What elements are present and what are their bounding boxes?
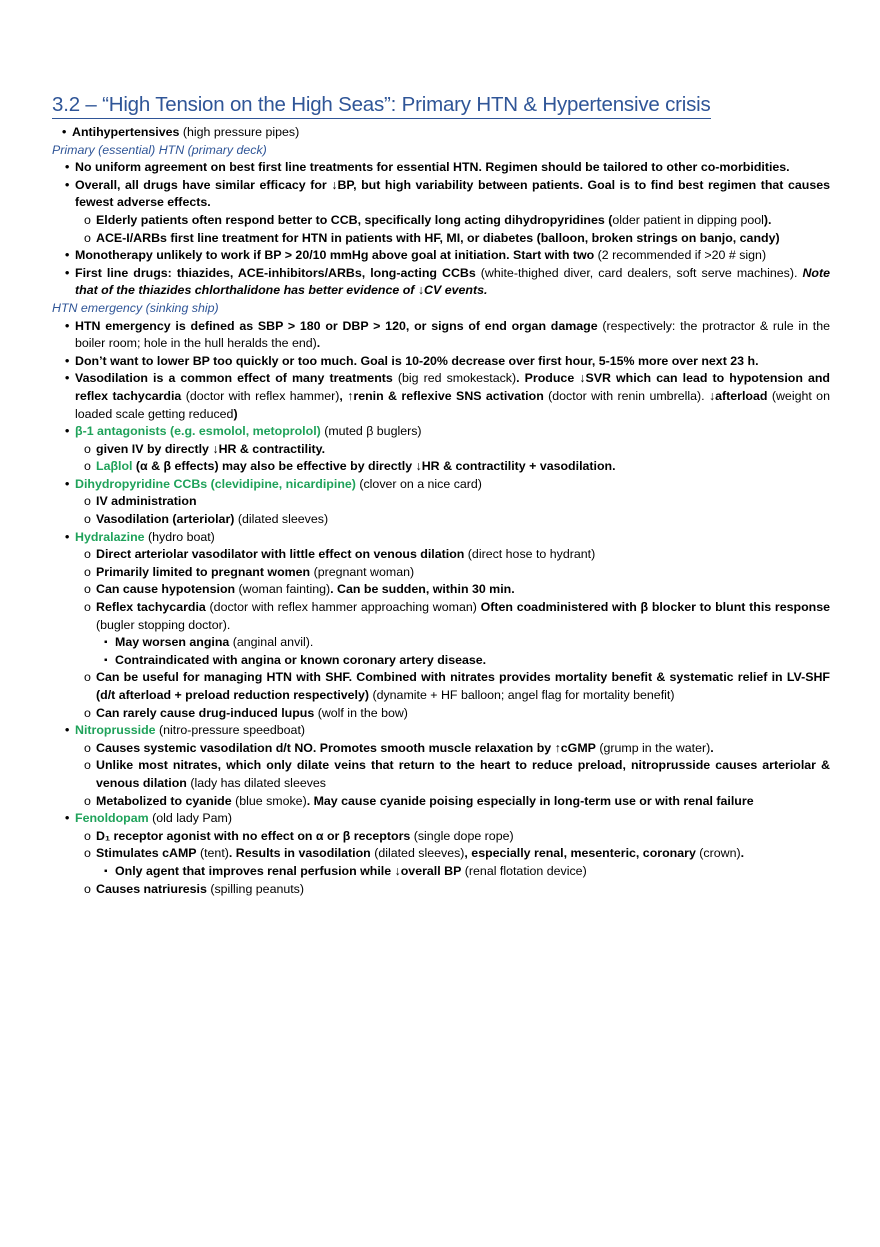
text-run: First line drugs: thiazides, ACE-inhibitors/ARBs, long-acting CCBs [75,265,476,280]
list-item [52,370,830,423]
text-run: (respectively: the protractor & rule in the boiler room; hole in the hull heralds the end) [75,318,830,351]
text-run: Reflex tachycardia [96,600,206,615]
list-subsubitem [52,634,830,652]
text-run: Primarily limited to pregnant women [96,564,311,579]
text-run: (high pressure pipes) [179,125,300,139]
text-run: Hydralazine [75,529,145,544]
text-run: given IV by directly ↓HR & contractility. [96,441,326,456]
list-subitem [52,511,830,529]
list-item [52,353,830,371]
text-run: ↓afterload [708,388,768,403]
list-subitem [52,793,830,811]
text-run: D₁ receptor agonist with no effect on α or β receptors [96,828,411,843]
text-run: (dynamite + HF balloon; angel flag for mortality benefit) [369,688,675,702]
text-run: (tent) [196,846,229,861]
text-run: Dihydropyridine CCBs (clevidipine, nicardipine) [75,476,356,491]
text-run: ). [763,212,772,227]
text-run: ACE-I/ARBs first line treatment for HTN in patients with HF, MI, or diabetes (balloon, broken strings on banjo, candy) [96,230,780,245]
text-run: (renal flotation device) [461,863,587,878]
list-subitem [52,757,830,792]
text-run: (muted β buglers) [320,424,422,439]
text-run: ) [233,406,238,421]
text-run: (wolf in the bow) [314,705,408,720]
text-run: (pregnant woman) [310,564,415,579]
list-item [52,265,830,300]
text-run: . Results in vasodilation [228,846,371,861]
text-run: Direct arteriolar vasodilator with little effect on venous dilation [96,547,465,562]
text-run: HTN emergency is defined as SBP > 180 or DBP > 120, or signs of end organ damage [75,318,598,333]
list-subitem [52,441,830,459]
text-run: (bugler stopping doctor). [96,617,231,632]
text-run: Overall, all drugs have similar efficacy for ↓BP, but high variability between patients. Goal is to find best regimen that causes fewest adverse effects. [75,177,830,210]
list-item-beta-blockers [52,423,830,441]
list-item-nitroprusside [52,722,830,740]
text-run: Causes systemic vasodilation d/t NO. Promotes smooth muscle relaxation by ↑cGMP [96,740,596,755]
text-run: (dilated sleeves) [370,846,465,861]
list-subitem [52,564,830,582]
text-run: (clover on a nice card) [355,476,482,491]
text-run: (anginal anvil). [229,635,314,650]
list-subitem [52,881,830,899]
text-run: Nitroprusside [75,723,156,738]
text-run: Monotherapy unlikely to work if BP > 20/10 mmHg above goal at initiation. Start with two [75,248,595,263]
list-item [52,318,830,353]
text-run: Often coadministered with β blocker to blunt this response [480,600,830,615]
text-run: (2 recommended if >20 # sign) [594,248,767,263]
text-run: Vasodilation (arteriolar) [96,512,235,527]
list-item [52,159,830,177]
text-run: Causes natriuresis [96,881,207,896]
text-run: (doctor with reflex hammer approaching woman) [205,600,481,615]
text-run: Contraindicated with angina or known coronary artery disease. [115,652,487,667]
text-run: , especially renal, mesenteric, coronary [464,846,696,861]
text-run: , ↑renin & reflexive SNS activation [339,388,544,403]
primary-list [52,159,830,300]
text-run: Vasodilation is a common effect of many treatments [75,371,393,386]
text-run: IV administration [96,494,197,509]
list-subitem [52,740,830,758]
emergency-list [52,318,830,899]
list-subitem [52,493,830,511]
text-run: (old lady Pam) [148,811,232,826]
text-run: Only agent that improves renal perfusion while ↓overall BP [115,863,462,878]
list-item-hydralazine [52,529,830,547]
top-list [52,124,830,142]
page-title: 3.2 – “High Tension on the High Seas”: Primary HTN & Hypertensive crisis [52,92,711,119]
list-subsubitem [52,652,830,670]
document-page [52,92,830,898]
text-run: Can cause hypotension [96,582,236,597]
text-run: (blue smoke) [231,793,307,808]
text-run: (weight on loaded scale getting reduced [75,388,830,421]
list-subitem [52,599,830,634]
list-subitem [52,828,830,846]
text-run: (doctor with reflex hammer) [181,388,340,403]
list-item-fenoldopam [52,810,830,828]
list-subitem [52,705,830,723]
text-run: (white-thighed diver, card dealers, soft serve machines). [475,265,803,280]
text-run: Stimulates cAMP [96,846,197,861]
text-run: (direct hose to hydrant) [464,547,596,562]
list-item-dihydropyridines [52,476,830,494]
text-run: (dilated sleeves) [234,512,329,527]
list-item [52,247,830,265]
text-run: (grump in the water) [595,740,711,755]
text-run: (lady has dilated sleeves [186,775,327,790]
text-run: Can rarely cause drug-induced lupus [96,705,315,720]
text-run: Note that of the thiazides chlorthalidone has better evidence of ↓CV events. [75,265,830,298]
text-run: . [710,740,714,755]
text-run: . Produce ↓SVR which can lead to hypotension and reflex tachycardia [75,371,830,403]
text-run: No uniform agreement on best first line treatments for essential HTN. Regimen should be tailored to other co-morbidities. [75,160,790,175]
text-run: (single dope rope) [410,828,514,843]
list-subsubitem [52,863,830,881]
list-item [52,177,830,212]
list-subitem [52,581,830,599]
text-run: (hydro boat) [144,529,215,544]
section-heading-primary: Primary (essential) HTN (primary deck) [52,142,267,157]
text-run: (spilling peanuts) [206,881,305,896]
text-run: . Can be sudden, within 30 min. [330,582,515,597]
text-run: (woman fainting) [235,582,331,597]
section-heading-emergency: HTN emergency (sinking ship) [52,300,219,315]
text-run: older patient in dipping pool [612,212,764,227]
text-run: Fenoldopam [75,811,149,826]
list-subitem [52,845,830,863]
text-run: (α & β effects) may also be effective by directly ↓HR & contractility + vasodilation. [132,459,616,474]
text-run: Antihypertensives [72,125,180,139]
text-run: Unlike most nitrates, which only dilate veins that return to the heart to reduce preload, nitroprusside causes arteriolar & venous dilation [96,758,830,790]
text-run: Can be useful for managing HTN with SHF. Combined with nitrates provides mortality benefit & systematic relief in LV-SHF (d/t afterload + preload reduction respectively) [96,670,830,702]
list-item [52,124,830,142]
text-run: (nitro-pressure speedboat) [155,723,306,738]
list-subitem [52,458,830,476]
text-run: . [740,846,745,861]
text-run: (doctor with renin umbrella). [543,388,709,403]
list-subitem [52,230,830,248]
text-run: Metabolized to cyanide [96,793,232,808]
list-subitem [52,212,830,230]
text-run: (big red smokestack) [392,371,517,386]
text-run: Elderly patients often respond better to CCB, specifically long acting dihydropyridines ( [96,212,613,227]
text-run: (crown) [695,846,741,861]
text-run: May worsen angina [115,635,230,650]
text-run: Laβlol [96,459,133,474]
list-subitem [52,546,830,564]
text-run: . May cause cyanide poising especially in long-term use or with renal failure [306,793,754,808]
text-run: . [316,336,321,351]
text-run: β-1 antagonists (e.g. esmolol, metoprolol) [75,424,321,439]
text-run: Don’t want to lower BP too quickly or too much. Goal is 10-20% decrease over first hour, 5-15% more over next 23 h. [75,353,759,368]
list-subitem [52,669,830,704]
